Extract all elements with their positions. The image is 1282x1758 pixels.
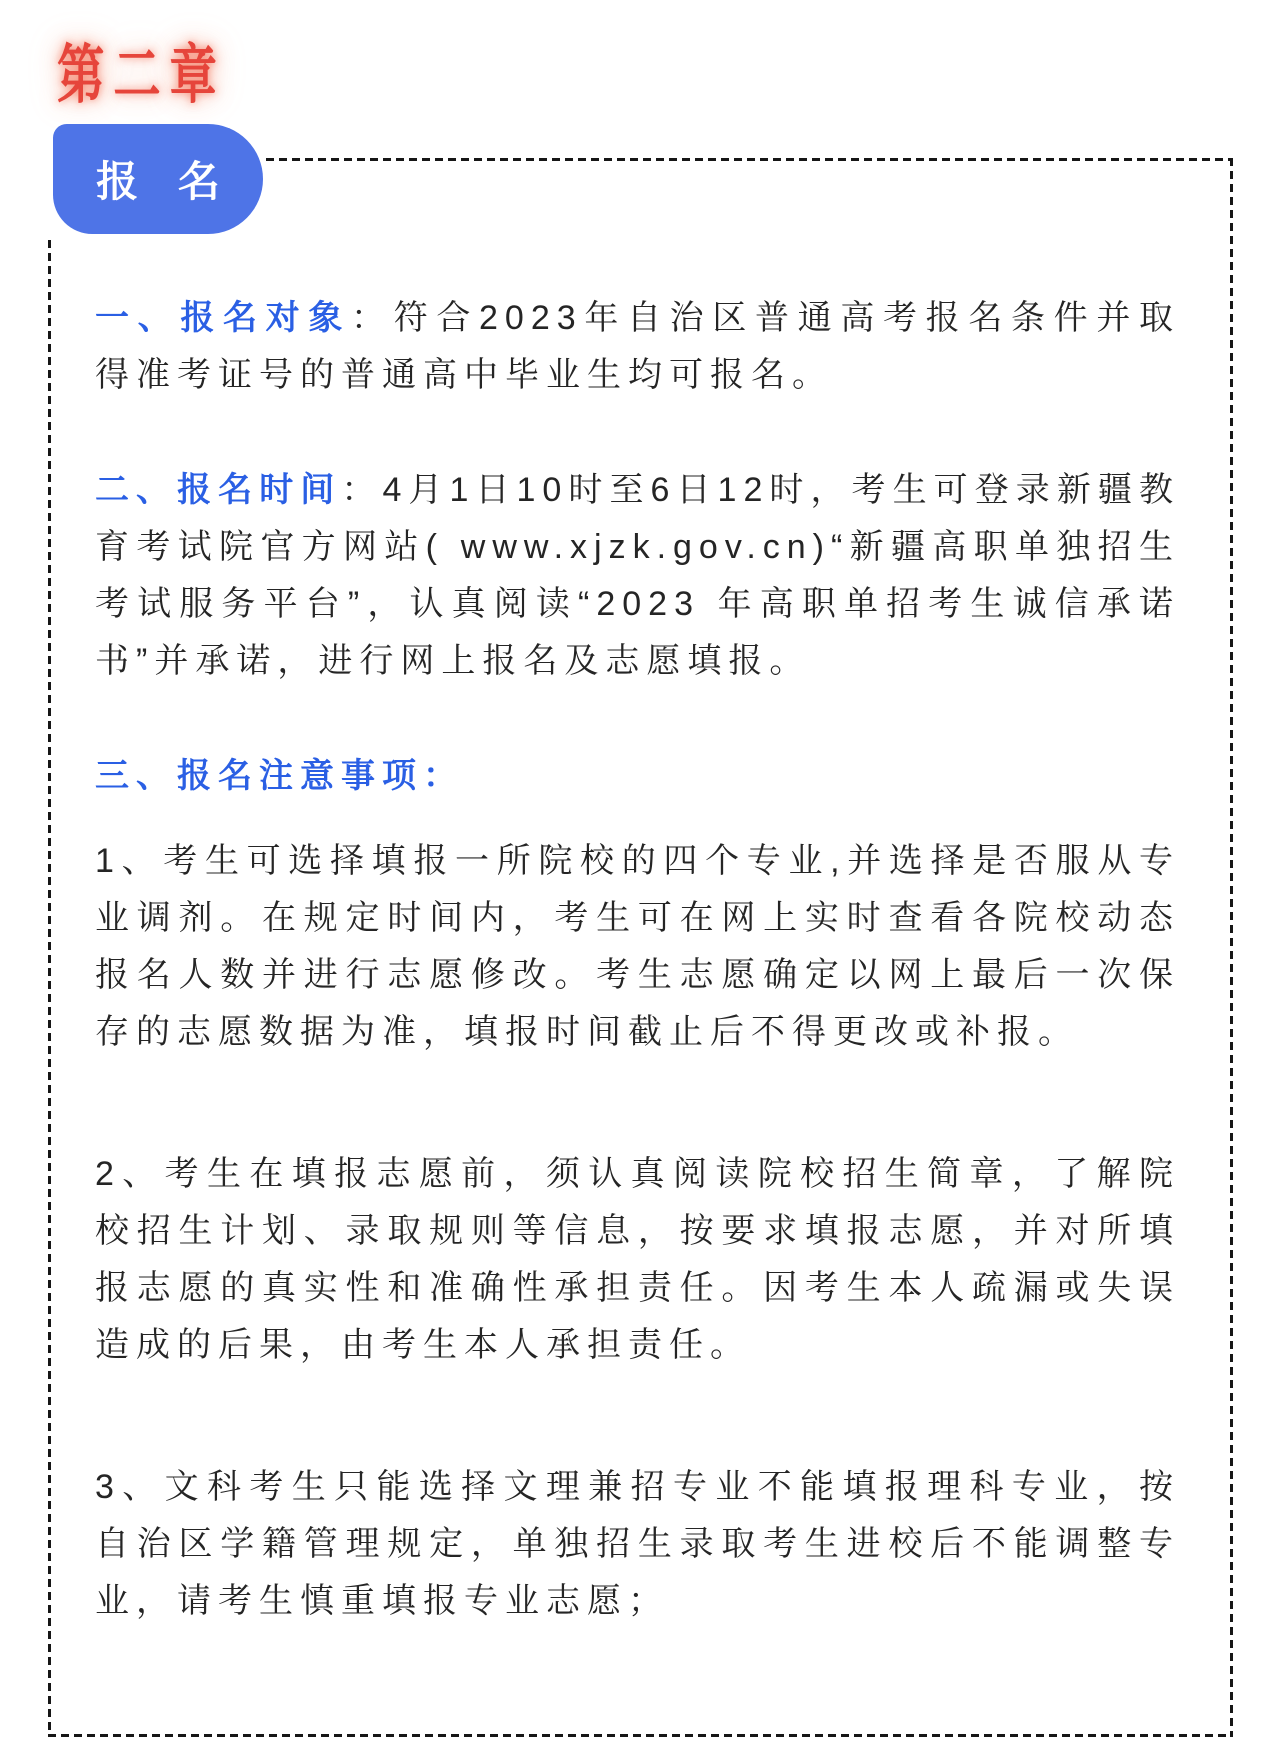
chapter-title: 第二章 bbox=[57, 39, 226, 111]
section-body-text: 2、考生在填报志愿前，须认真阅读院校招生简章，了解院校招生计划、录取规则等信息，按要求填报志愿，并对所填报志愿的真实性和准确性承担责任。因考生本人疏漏或失误造成的后果，由考生本人承担责任。 bbox=[95, 1155, 1180, 1364]
section-lead: 一、报名对象 bbox=[95, 299, 352, 337]
section-body-text: 4月1日10时至6日12时，考生可登录新疆教育考试院官方网站( www.xjzk.gov.cn)“新疆高职单独招生考试服务平台”，认真阅读“2023 年高职单招考生诚信承诺书”并承诺，进行网上报名及志愿填报。 bbox=[95, 471, 1180, 680]
frame-border-top bbox=[266, 158, 1233, 161]
paragraph-note-2 bbox=[95, 1146, 1180, 1374]
paragraph-registration-target bbox=[95, 290, 1180, 404]
document-body bbox=[95, 290, 1180, 1630]
frame-border-bottom bbox=[48, 1734, 1233, 1737]
section-body-text: 3、文科考生只能选择文理兼招专业不能填报理科专业，按自治区学籍管理规定，单独招生录取考生进校后不能调整专业，请考生慎重填报专业志愿； bbox=[95, 1468, 1180, 1620]
paragraph-note-3 bbox=[95, 1459, 1180, 1630]
section-body-text: 1、考生可选择填报一所院校的四个专业,并选择是否服从专业调剂。在规定时间内，考生可在网上实时查看各院校动态报名人数并进行志愿修改。考生志愿确定以网上最后一次保存的志愿数据为准，填报时间截止后不得更改或补报。 bbox=[95, 842, 1180, 1051]
frame-border-right bbox=[1230, 158, 1233, 1737]
frame-border-left bbox=[48, 240, 51, 1737]
section-lead: 二、报名时间 bbox=[95, 471, 342, 509]
registration-tab-label: 报 名 bbox=[96, 158, 234, 205]
section-body-text: 符合2023年自治区普通高考报名条件并取得准考证号的普通高中毕业生均可报名。 bbox=[95, 299, 1181, 394]
paragraph-note-1 bbox=[95, 833, 1180, 1061]
section-colon: ： bbox=[341, 471, 383, 509]
section-heading-notes: 三、报名注意事项： bbox=[95, 757, 464, 795]
section-colon: ： bbox=[351, 299, 394, 337]
registration-tab-badge bbox=[53, 124, 263, 234]
paragraph-registration-time bbox=[95, 462, 1180, 690]
